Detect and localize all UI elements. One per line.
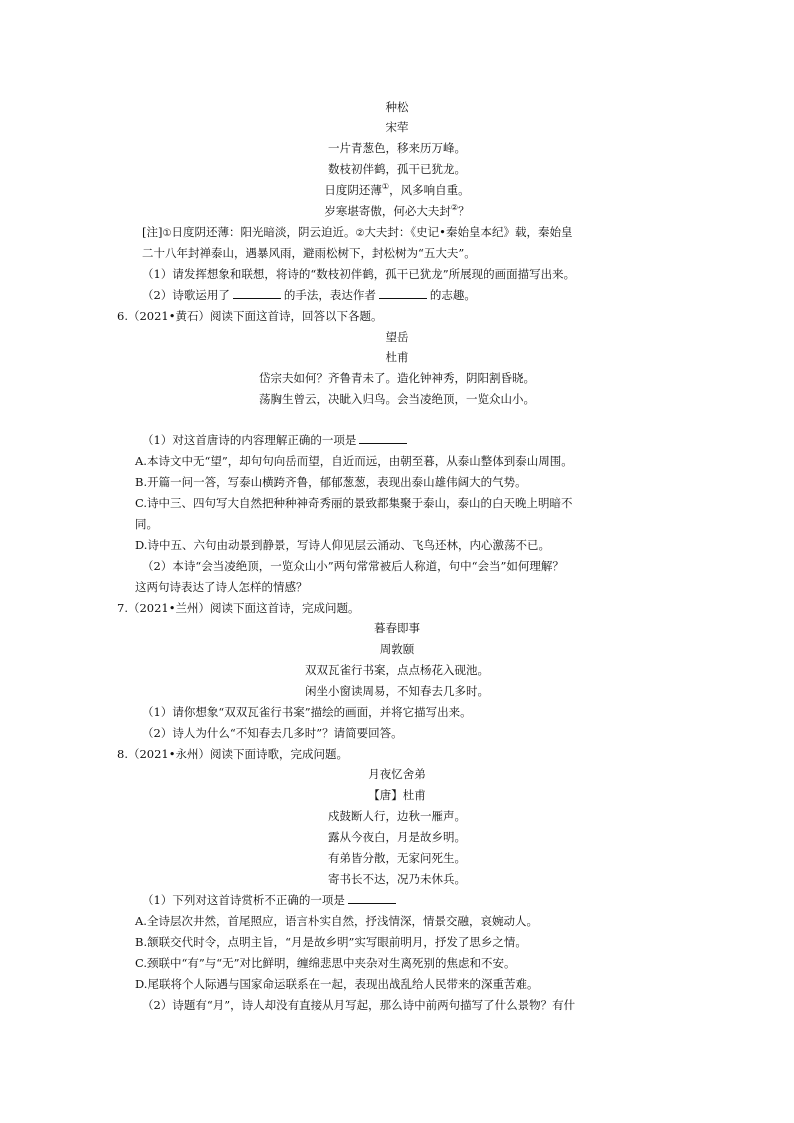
question-heading: 8.（2021•永州）阅读下面诗歌，完成问题。 [117,747,349,761]
poem-line: 闲坐小窗读周易，不知春去几多时。 [305,684,489,698]
option-c: C.诗中三、四句写大自然把种种神奇秀丽的景致都集聚于泰山，泰山的白天晚上明暗不 [135,496,573,510]
question-heading: 7.（2021•兰州）阅读下面这首诗，完成问题。 [117,601,360,615]
poem-line: 一片青葱色，移来历万峰。 [328,141,466,155]
poem-title: 月夜忆舍弟 [368,767,426,781]
question: （2）诗题有“月”，诗人却没有直接从月写起，那么诗中前两句描写了什么景物？有什 [142,998,576,1012]
question: （1）请你想象“双双瓦雀行书案”描绘的画面，并将它描写出来。 [142,705,472,719]
poem-author: 周敦颐 [379,642,415,656]
poem-line: 岁寒堪寄傲，何必大夫封②？ [324,203,470,218]
poem-line: 寄书长不达，况乃未休兵。 [328,872,466,886]
poem-title: 暮春即事 [374,621,420,635]
poem-line: 岱宗夫如何？齐鲁青未了。造化钟神秀，阴阳割昏晓。 [259,371,535,385]
question: （1）下列对这首诗赏析不正确的一项是 [142,892,399,908]
question: （2）诗歌运用了 的手法，表达作者 的志趣。 [142,288,476,302]
poem-author: 【唐】杜甫 [368,788,426,802]
option-b: B.开篇一问一答，写泰山横跨齐鲁，郁郁葱葱，表现出泰山雄伟阔大的气势。 [135,475,527,489]
poem-line: 双双瓦雀行书案，点点杨花入砚池。 [305,663,489,677]
question: （2）诗人为什么“不知春去几多时”？请简要回答。 [142,726,403,740]
question: （2）本诗“会当凌绝顶，一览众山小”两句常常被后人称道，句中“会当”如何理解？ [142,559,564,573]
question-heading: 6.（2021•黄石）阅读下面这首诗，回答以下各题。 [117,309,383,323]
poem-title: 种松 [385,100,409,114]
option-a: A.全诗层次井然，首尾照应，语言朴实自然，抒浅情深，情景交融，哀婉动人。 [135,914,538,928]
question: （1）请发挥想象和联想，将诗的“数枝初伴鹤，孤干已犹龙”所展现的画面描写出来。 [142,267,576,281]
poem-line: 戍鼓断人行，边秋一雁声。 [328,809,466,823]
answer-blank[interactable] [233,287,281,299]
answer-blank[interactable] [379,287,427,299]
poem-line: 日度阴还薄①，风多响自重。 [324,182,470,197]
footnote-mark: ② [450,203,459,213]
option-c-cont: 同。 [135,517,158,531]
poem-line: 数枝初伴鹤，孤干已犹龙。 [328,162,466,176]
poem-line: 有弟皆分散，无家问死生。 [328,851,466,865]
poem-title: 望岳 [385,330,409,344]
poem-author: 宋荦 [385,120,409,134]
answer-blank[interactable] [359,432,407,444]
poem-line: 露从今夜白，月是故乡明。 [328,830,466,844]
poem-author: 杜甫 [385,350,409,364]
poem-line: 荡胸生曾云，决眦入归鸟。会当凌绝顶，一览众山小。 [259,392,535,406]
poem-note: [注]①日度阴还薄：阳光暗淡，阴云迫近。②大夫封：《史记•秦始皇本纪》载，秦始皇 [142,225,573,239]
question-cont: 这两句诗表达了诗人怎样的情感？ [135,580,308,594]
option-d: D.诗中五、六句由动景到静景，写诗人仰见层云涌动、飞鸟还林，内心激荡不已。 [135,538,550,552]
option-d: D.尾联将个人际遇与国家命运联系在一起，表现出战乱给人民带来的深重苦难。 [135,977,539,991]
footnote-mark: ① [381,182,390,192]
question: （1）对这首唐诗的内容理解正确的一项是 [142,432,410,448]
option-a: A.本诗文中无“望”，却句句向岳而望，自近而远，由朝至暮，从泰山整体到泰山周围。 [135,454,573,468]
poem-note: 二十八年封禅泰山，遇暴风雨，避雨松树下，封松树为“五大夫”。 [142,246,476,260]
answer-blank[interactable] [348,892,396,904]
option-c: C.颈联中“有”与“无”对比鲜明，缠绵悲思中夹杂对生离死别的焦虑和不安。 [135,956,516,970]
option-b: B.颔联交代时令，点明主旨，“月是故乡明”实写眼前明月，抒发了思乡之情。 [135,935,527,949]
